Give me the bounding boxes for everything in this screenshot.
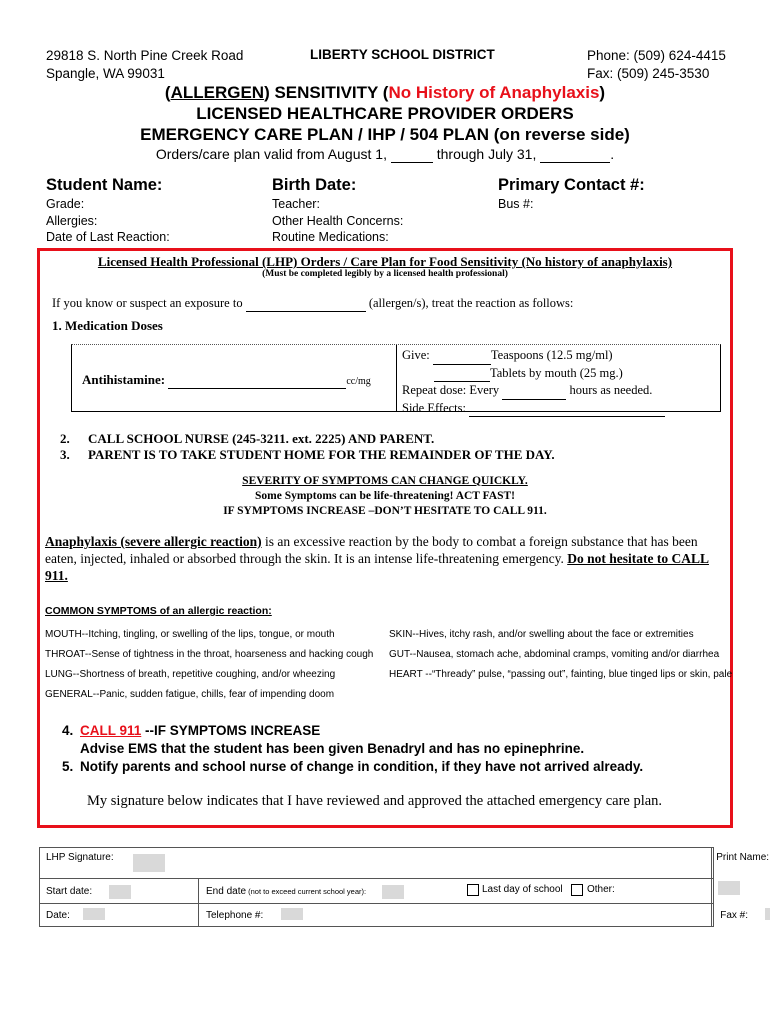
district-phone: Phone: (509) 624-4415 [587,48,726,63]
form-title-line-3: EMERGENCY CARE PLAN / IHP / 504 PLAN (on reverse side) [140,125,630,144]
teacher-label: Teacher: [272,197,320,211]
date-field[interactable] [83,908,105,920]
validity-line: Orders/care plan valid from August 1, through July 31, . [155,146,615,162]
symptom-heart: HEART --“Thready” pulse, “passing out”, fainting, blue tinged lips or skin, pale [389,669,733,680]
valid-from-year-field[interactable] [391,146,433,163]
severity-warning: SEVERITY OF SYMPTOMS CAN CHANGE QUICKLY. Some Symptoms can be life-threatening! ACT FAST! IF SYMPTOMS INCREASE –DON’T HESITATE TO CALL 911. [223,475,547,517]
symptom-general: GENERAL--Panic, sudden fatigue, chills, fear of impending doom [45,689,335,700]
symptom-throat: THROAT--Sense of tightness in the throat, hoarseness and hacking cough [45,649,374,660]
valid-through-year-field[interactable] [540,146,610,163]
symptom-skin: SKIN--Hives, itchy rash, and/or swelling about the face or extremities [389,629,694,640]
signature-statement: My signature below indicates that I have reviewed and approved the attached emergency care plan. [87,793,663,809]
form-title-line-1: (ALLERGEN) SENSITIVITY (No History of Anaphylaxis) [164,83,606,102]
primary-contact-label: Primary Contact #: [498,176,645,194]
student-col-2 [272,196,403,246]
symptom-gut: GUT--Nausea, stomach ache, abdominal cramps, vomiting and/or diarrhea [389,649,720,660]
common-symptoms-heading: COMMON SYMPTOMS of an allergic reaction: [45,605,272,617]
other-checkbox[interactable] [571,884,583,896]
grade-label: Grade: [46,197,85,211]
allergen-placeholder: ALLERGEN [170,83,265,102]
last-day-label: Last day of school [482,884,563,895]
telephone-label: Telephone #: [206,910,264,921]
lhp-signature-cell [40,848,712,879]
district-fax: Fax: (509) 245-3530 [587,66,710,81]
other-health-label: Other Health Concerns: [272,213,404,228]
symptoms-col-1 [45,625,373,705]
telephone-field[interactable] [281,908,303,920]
other-field[interactable] [718,881,740,895]
exposure-line: If you know or suspect an exposure to (allergen/s), treat the reaction as follows: [52,296,574,310]
lhp-signature-field[interactable] [133,854,165,872]
district-contact [587,47,726,83]
address-line-1: 29818 S. North Pine Creek Road [46,48,244,63]
fax-field[interactable] [765,908,770,920]
symptoms-col-2 [389,625,732,685]
tablets-field[interactable] [434,365,490,383]
student-col-3 [498,196,533,213]
bus-label: Bus #: [498,197,534,211]
step-2-call-nurse: CALL SCHOOL NURSE (245-3211. ext. 2225) AND PARENT. [88,431,435,446]
anaphylaxis-definition: Anaphylaxis (severe allergic reaction) is an excessive reaction by the body to combat a foreign substance that has been eaten, injected, inhaled or absorbed through the skin. It is an intense life-threatening emergency. Do not hesitate to CALL 911. [45,534,709,583]
routine-meds-label: Routine Medications: [272,230,389,244]
address-line-2: Spangle, WA 99031 [46,66,165,81]
side-effects-field[interactable] [469,400,665,418]
step-3-parent-home: PARENT IS TO TAKE STUDENT HOME FOR THE REMAINDER OF THE DAY. [88,447,555,462]
repeat-hours-field[interactable] [502,382,566,400]
end-date-field[interactable] [382,885,404,899]
district-name: LIBERTY SCHOOL DISTRICT [310,47,495,62]
print-name-cell [712,848,770,879]
teaspoons-field[interactable] [433,347,491,365]
no-history-label: No History of Anaphylaxis [388,83,600,102]
step-5-notify: Notify parents and school nurse of change in condition, if they have not arrived already. [80,759,644,774]
end-date-label: End date (not to exceed current school year): [206,886,367,897]
start-date-field[interactable] [109,885,131,899]
lhp-signature-label: LHP Signature: [46,852,114,863]
start-date-label: Start date: [46,886,93,897]
form-title-line-2: LICENSED HEALTHCARE PROVIDER ORDERS [196,104,574,123]
dosage-block: Give: Teaspoons (12.5 mg/ml) Tablets by mouth (25 mg.) Repeat dose: Every hours as needed. Side Effects: [402,347,665,417]
telephone-cell [199,904,712,927]
symptom-mouth: MOUTH--Itching, tingling, or swelling of the lips, tongue, or mouth [45,629,335,640]
lhp-subheading: (Must be completed legibly by a licensed health professional) [262,269,508,279]
lhp-heading: Licensed Health Professional (LHP) Orders / Care Plan for Food Sensitivity (No history of anaphylaxis) [97,254,673,269]
date-cell [40,904,199,927]
allergen-field[interactable] [246,296,366,312]
symptom-lung: LUNG--Shortness of breath, repetitive coughing, and/or wheezing [45,669,336,680]
antihistamine-row: Antihistamine: cc/mg [82,372,371,387]
antihistamine-field[interactable] [168,372,346,389]
allergies-label: Allergies: [46,213,98,228]
last-day-checkbox[interactable] [467,884,479,896]
end-date-cell [199,879,712,904]
last-reaction-label: Date of Last Reaction: [46,230,170,244]
call-911-label: CALL 911 [80,723,142,738]
student-col-1 [46,196,170,246]
birth-date-label: Birth Date: [272,176,357,194]
start-date-cell [40,879,199,904]
student-name-label: Student Name: [46,176,163,194]
print-name-label: Print Name: [716,852,770,863]
step-1-medication-doses: 1. Medication Doses [52,318,163,333]
other-label: Other: [587,884,615,895]
signature-table [39,847,770,927]
step-4-advise-ems: Advise EMS that the student has been given Benadryl and has no epinephrine. [80,741,585,756]
steps-4-5: 4. CALL 911 --IF SYMPTOMS INCREASE Advise EMS that the student has been given Benadryl and has no epinephrine. 5. Notify parents and school nurse of change in condition, if they have not arrived already. [62,723,644,774]
fax-label: Fax #: [720,910,749,921]
date-label: Date: [46,910,70,921]
steps-2-3: 2. CALL SCHOOL NURSE (245-3211. ext. 2225) AND PARENT. 3. PARENT IS TO TAKE STUDENT HOME FOR THE REMAINDER OF THE DAY. [60,431,555,462]
fax-cell [712,904,749,927]
school-address [46,47,243,83]
